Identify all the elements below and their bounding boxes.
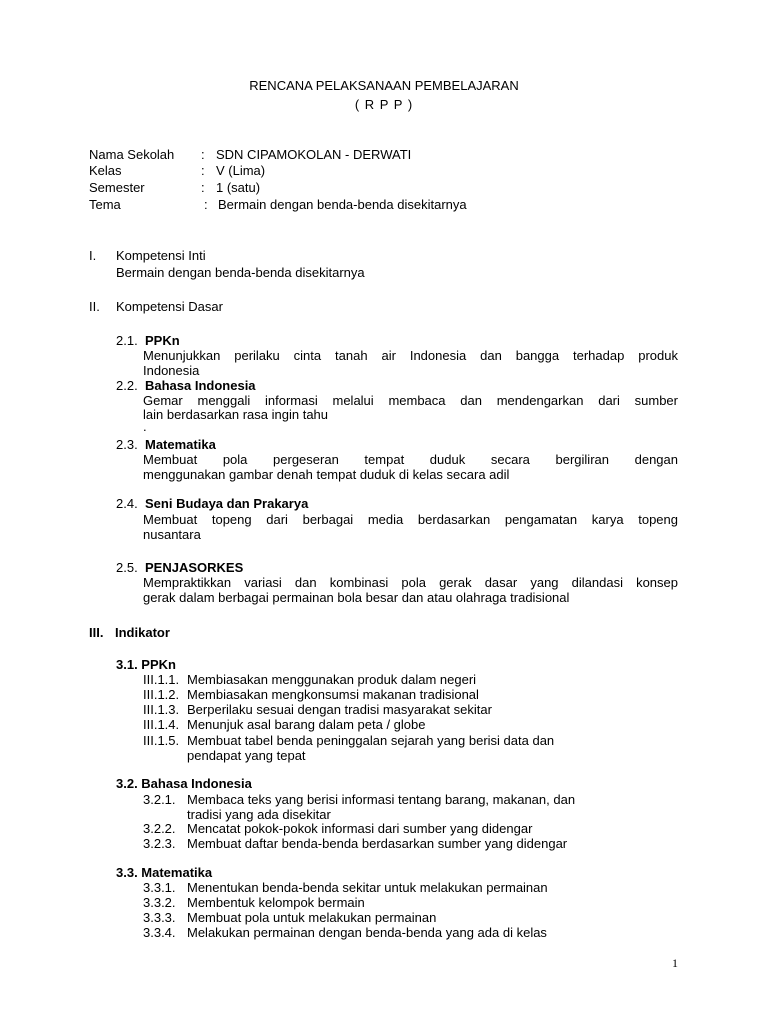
section-title-indikator: Indikator bbox=[115, 625, 170, 640]
identity-sep: : bbox=[201, 147, 205, 162]
kd-subject-bahasa-indonesia: Bahasa Indonesia bbox=[145, 378, 256, 393]
document-title: RENCANA PELAKSANAAN PEMBELAJARAN bbox=[249, 78, 519, 93]
kd-number: 2.3. bbox=[116, 437, 138, 452]
indicator-number: 3.2.1. bbox=[143, 792, 176, 807]
indicator-text: Membuat tabel benda peninggalan sejarah yang berisi data dan bbox=[187, 733, 555, 748]
kd-text-line: Indonesia bbox=[143, 363, 200, 378]
identity-sep: : bbox=[201, 180, 205, 195]
kd-subject-penjasorkes: PENJASORKES bbox=[145, 560, 244, 575]
indicator-number: III.1.2. bbox=[143, 687, 180, 702]
identity-label-class: Kelas bbox=[89, 163, 122, 178]
section-body-kompetensi-inti: Bermain dengan benda-benda disekitarnya bbox=[116, 265, 365, 280]
identity-label-semester: Semester bbox=[89, 180, 145, 195]
kd-number: 2.1. bbox=[116, 333, 138, 348]
kd-text-line: Membuat topeng dari berbagai media berdasarkan pengamatan karya topeng bbox=[143, 512, 678, 527]
indicator-text: Menunjuk asal barang dalam peta / globe bbox=[187, 717, 426, 732]
kd-number: 2.2. bbox=[116, 378, 138, 393]
indicator-text-continued: tradisi yang ada disekitar bbox=[187, 807, 331, 822]
kd-number: 2.4. bbox=[116, 496, 138, 511]
kd-text-line: lain berdasarkan rasa ingin tahu bbox=[143, 407, 329, 422]
identity-value-semester: 1 (satu) bbox=[216, 180, 261, 195]
kd-text-line: gerak dalam berbagai permainan bola besar dan atau olahraga tradisional bbox=[143, 590, 570, 605]
kd-text-line: Menunjukkan perilaku cinta tanah air Indonesia dan bangga terhadap produk bbox=[143, 348, 678, 363]
section-number: II. bbox=[89, 299, 100, 314]
indicator-text-continued: pendapat yang tepat bbox=[187, 748, 306, 763]
page-number: 1 bbox=[672, 956, 678, 970]
indicator-number: 3.2.2. bbox=[143, 821, 176, 836]
indicator-number: 3.2.3. bbox=[143, 836, 176, 851]
section-title-kompetensi-dasar: Kompetensi Dasar bbox=[116, 299, 223, 314]
kd-text-line: Membuat pola pergeseran tempat duduk secara bergiliran dengan bbox=[143, 452, 678, 467]
kd-text-line: menggunakan gambar denah tempat duduk di kelas secara adil bbox=[143, 467, 510, 482]
indicator-group-heading-bahasa-indonesia: 3.2. Bahasa Indonesia bbox=[116, 776, 252, 791]
kd-text-line: Mempraktikkan variasi dan kombinasi pola gerak dasar yang dilandasi konsep bbox=[143, 575, 678, 590]
identity-value-theme: Bermain dengan benda-benda disekitarnya bbox=[218, 197, 467, 212]
indicator-text: Melakukan permainan dengan benda-benda yang ada di kelas bbox=[187, 925, 547, 940]
indicator-number: 3.3.4. bbox=[143, 925, 176, 940]
indicator-number: III.1.1. bbox=[143, 672, 180, 687]
identity-value-class: V (Lima) bbox=[216, 163, 266, 178]
document-subtitle: ( R P P ) bbox=[354, 97, 414, 112]
indicator-number: III.1.4. bbox=[143, 717, 180, 732]
indicator-group-heading-matematika: 3.3. Matematika bbox=[116, 865, 213, 880]
identity-sep: : bbox=[201, 163, 205, 178]
indicator-group-heading-ppkn: 3.1. PPKn bbox=[116, 657, 176, 672]
indicator-number: 3.3.1. bbox=[143, 880, 176, 895]
identity-label-theme: Tema bbox=[89, 197, 121, 212]
kd-subject-matematika: Matematika bbox=[145, 437, 216, 452]
indicator-number: III.1.5. bbox=[143, 733, 180, 748]
indicator-text: Membiasakan menggunakan produk dalam negeri bbox=[187, 672, 477, 687]
indicator-text: Membuat daftar benda-benda berdasarkan sumber yang didengar bbox=[187, 836, 568, 851]
identity-value-school: SDN CIPAMOKOLAN - DERWATI bbox=[216, 147, 412, 162]
kd-text-line: nusantara bbox=[143, 527, 201, 542]
indicator-number: 3.3.2. bbox=[143, 895, 176, 910]
indicator-text: Menentukan benda-benda sekitar untuk melakukan permainan bbox=[187, 880, 548, 895]
indicator-text: Mencatat pokok-pokok informasi dari sumber yang didengar bbox=[187, 821, 533, 836]
kd-text-line: . bbox=[143, 419, 147, 434]
section-number: III. bbox=[89, 625, 104, 640]
indicator-text: Membaca teks yang berisi informasi tentang barang, makanan, dan bbox=[187, 792, 576, 807]
section-title-kompetensi-inti: Kompetensi Inti bbox=[116, 248, 206, 263]
kd-text-line: Gemar menggali informasi melalui membaca dan mendengarkan dari sumber bbox=[143, 393, 678, 408]
indicator-text: Membiasakan mengkonsumsi makanan tradisional bbox=[187, 687, 479, 702]
indicator-number: 3.3.3. bbox=[143, 910, 176, 925]
indicator-text: Membentuk kelompok bermain bbox=[187, 895, 365, 910]
kd-subject-seni-budaya: Seni Budaya dan Prakarya bbox=[145, 496, 309, 511]
section-number: I. bbox=[89, 248, 97, 263]
identity-sep: : bbox=[204, 197, 208, 212]
identity-label-school: Nama Sekolah bbox=[89, 147, 175, 162]
kd-number: 2.5. bbox=[116, 560, 138, 575]
indicator-text: Berperilaku sesuai dengan tradisi masyarakat sekitar bbox=[187, 702, 492, 717]
kd-subject-ppkn: PPKn bbox=[145, 333, 180, 348]
indicator-text: Membuat pola untuk melakukan permainan bbox=[187, 910, 437, 925]
indicator-number: III.1.3. bbox=[143, 702, 180, 717]
